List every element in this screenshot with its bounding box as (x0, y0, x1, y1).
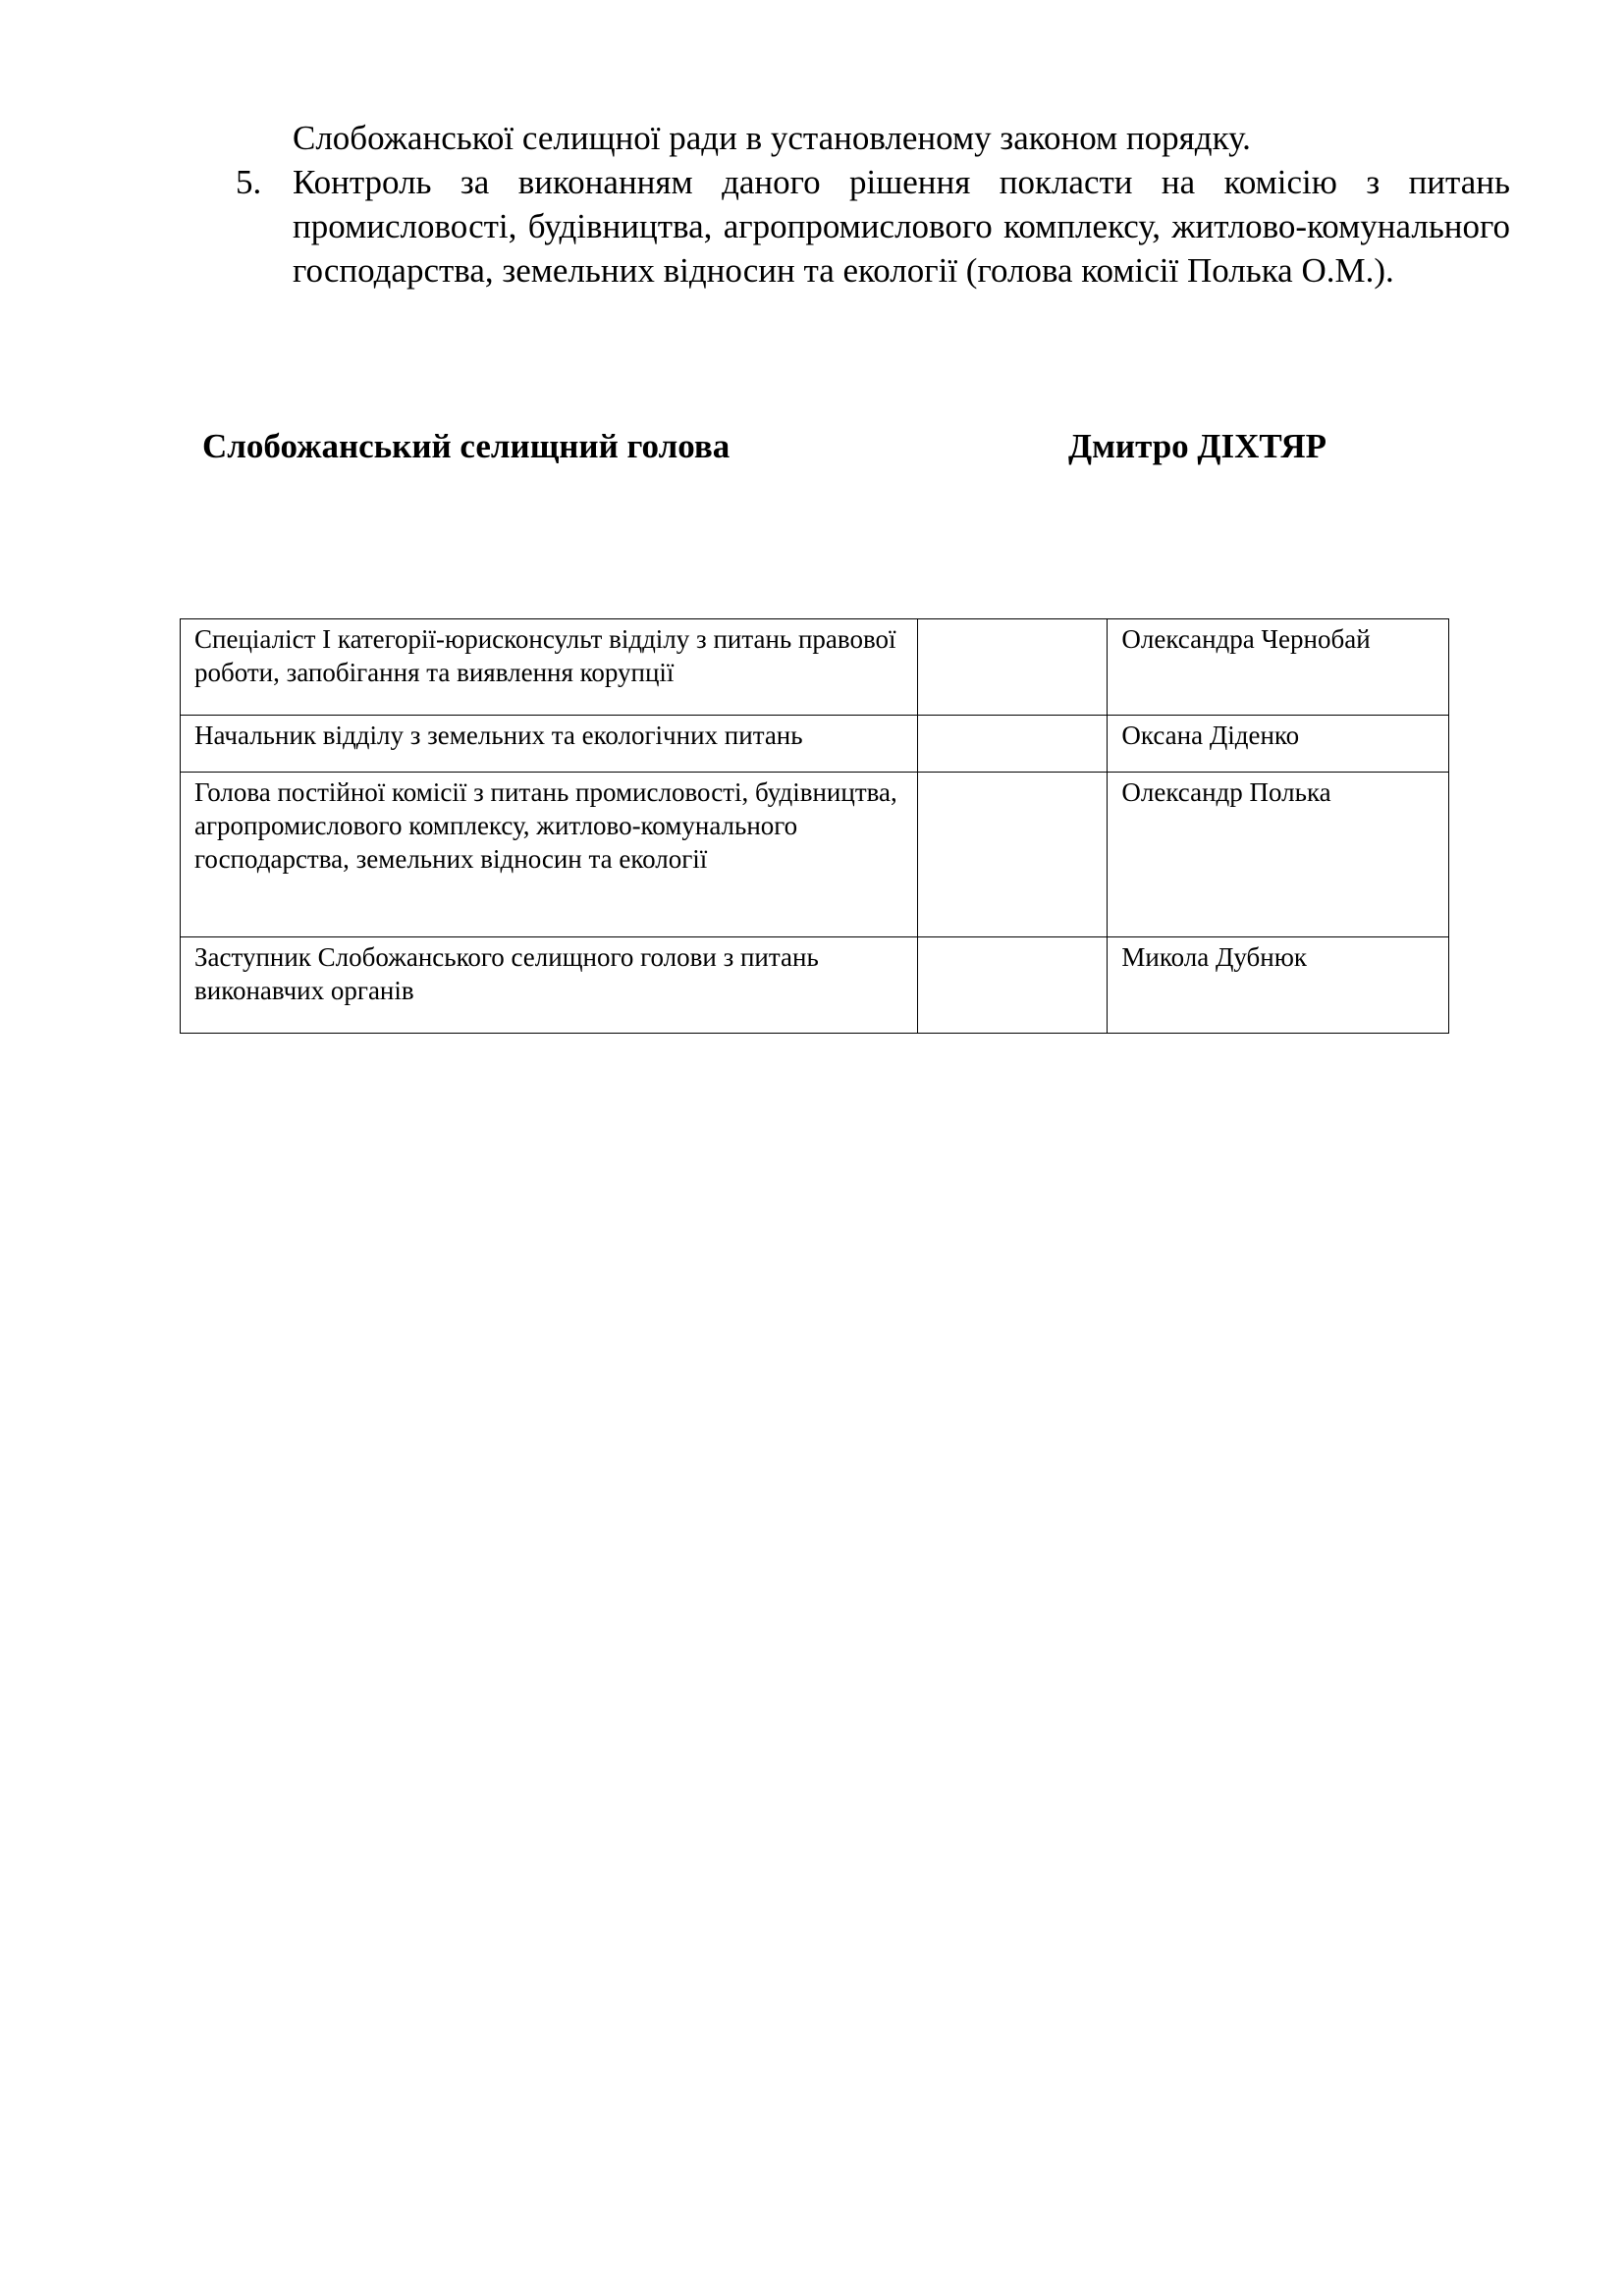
list-item-5 (236, 160, 1510, 293)
signature-title: Слобожанський селищний голова (202, 427, 731, 465)
list-item-number: 5. (236, 163, 262, 201)
person-name-cell: Олександра Чернобай (1108, 619, 1449, 716)
signature-cell (918, 937, 1108, 1034)
continuation-line: Слобожанської селищної ради в установленому законом порядку. (293, 119, 1251, 157)
person-name-cell: Олександр Полька (1108, 773, 1449, 937)
approvals-table (180, 618, 1449, 1034)
position-cell: Заступник Слобожанського селищного голови з питань виконавчих органів (181, 937, 918, 1034)
position-cell: Начальник відділу з земельних та екологічних питань (181, 716, 918, 773)
list-item-text: Контроль за виконанням даного рішення покласти на комісію з питань промисловості, будівництва, агропромислового комплексу, житлово-комунального господарства, земельних відносин та екології (голова комісії Полька О.М.). (293, 163, 1510, 290)
person-name-cell: Оксана Діденко (1108, 716, 1449, 773)
signature-name: Дмитро ДІХТЯР (1068, 427, 1327, 465)
table-row (181, 716, 1449, 773)
position-cell: Спеціаліст I категорії-юрисконсульт відділу з питань правової роботи, запобігання та виявлення корупції (181, 619, 918, 716)
person-name-cell: Микола Дубнюк (1108, 937, 1449, 1034)
position-cell: Голова постійної комісії з питань промисловості, будівництва, агропромислового комплексу, житлово-комунального господарства, земельних відносин та екології (181, 773, 918, 937)
table-row (181, 937, 1449, 1034)
table-row (181, 773, 1449, 937)
signature-cell (918, 773, 1108, 937)
signature-cell (918, 716, 1108, 773)
table-row (181, 619, 1449, 716)
signature-cell (918, 619, 1108, 716)
